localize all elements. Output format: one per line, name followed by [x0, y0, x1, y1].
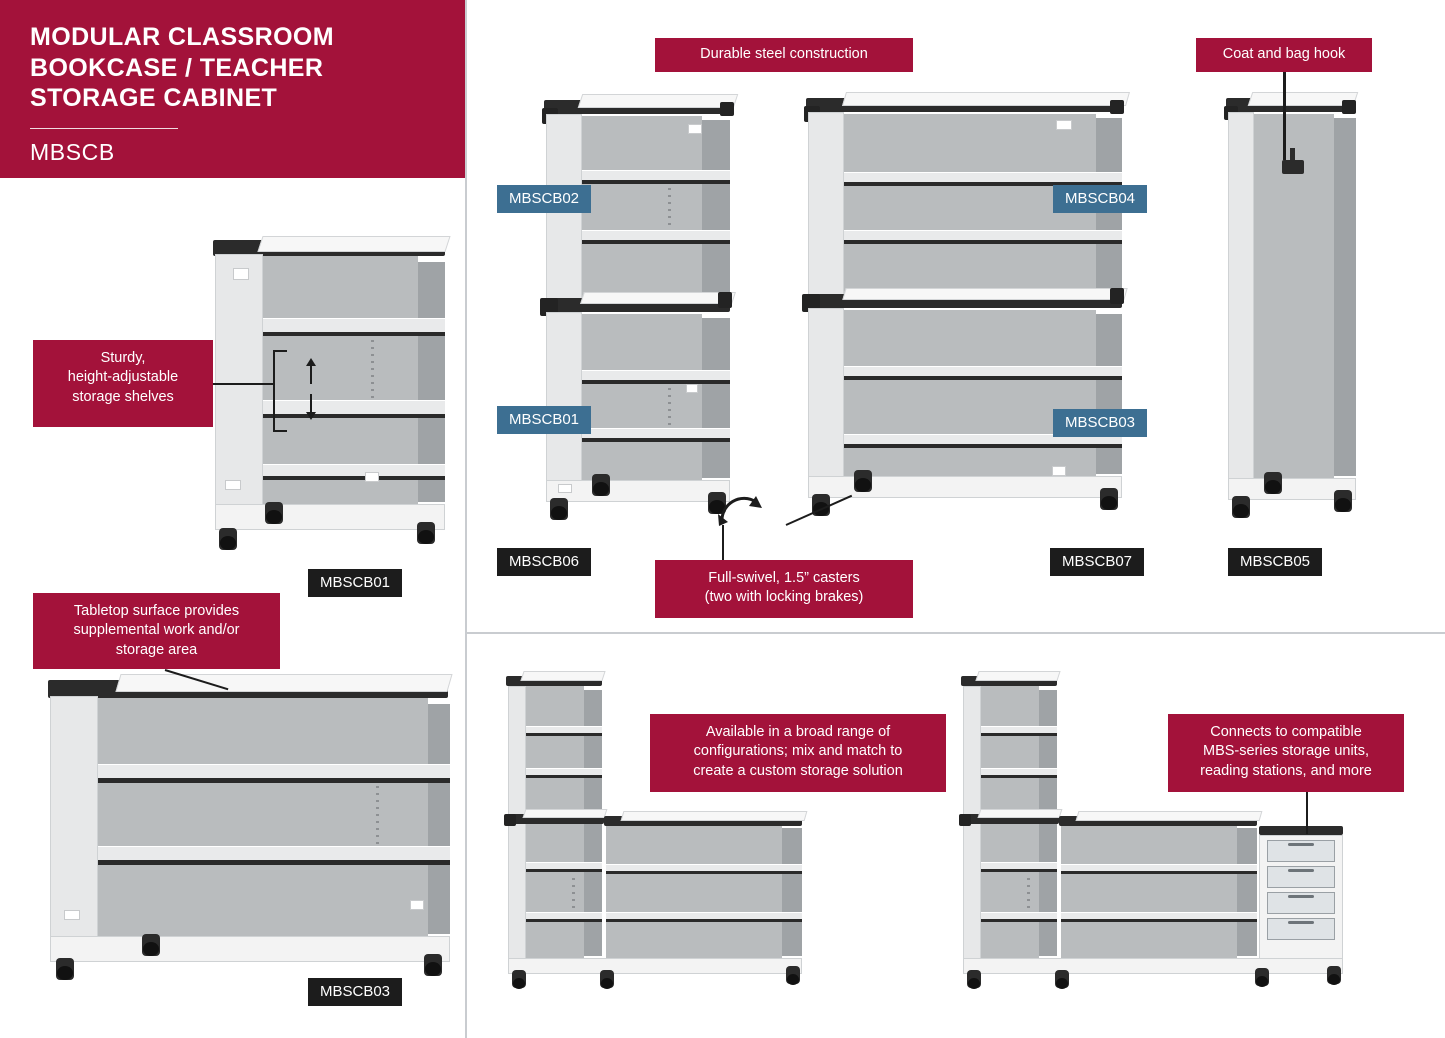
caster-left	[512, 970, 526, 988]
lower-interior	[582, 314, 702, 482]
tower-shelf-edge-1	[526, 733, 602, 736]
tower-shelf-3	[526, 862, 602, 869]
lower-interior-right	[1096, 314, 1122, 474]
shelf-lower	[263, 464, 445, 476]
tower-mid-surface	[978, 809, 1063, 818]
upper-interior-right	[702, 120, 730, 300]
lower-shelf-edge-2	[844, 444, 1122, 448]
callout-configurations-line3: create a custom storage solution	[693, 762, 903, 779]
caster-mid	[1055, 970, 1069, 988]
shelf-edge-upper	[98, 778, 450, 783]
coat-hook-bracket	[1282, 160, 1304, 174]
title-line-1: MODULAR CLASSROOM	[30, 23, 335, 51]
credenza-interior	[606, 826, 782, 958]
left-side-panel	[50, 696, 98, 946]
tower-shelf-edge-4	[526, 919, 602, 922]
callout-steel-construction	[655, 38, 913, 72]
shelf-edge-upper	[263, 332, 445, 336]
peg-hole-column	[371, 340, 374, 398]
lower-shelf-edge-1	[844, 376, 1122, 380]
callout-tabletop-line3: storage area	[115, 641, 198, 658]
tower-shelf-edge-2	[981, 775, 1057, 778]
upper-left-side-panel	[808, 112, 844, 300]
caster-left	[967, 970, 981, 988]
illustration-mbscb01-left	[205, 232, 455, 562]
credenza-shelf-edge-2	[606, 919, 802, 922]
shelf-upper	[98, 764, 450, 778]
shelf-upper	[263, 318, 445, 332]
tote-bin-3	[1267, 892, 1335, 914]
leader-line-coat-hook	[1283, 72, 1286, 160]
caster-rear-left	[265, 502, 283, 524]
sku-mbscb03: MBSCB03	[1053, 409, 1147, 437]
config-base	[508, 958, 802, 974]
caster-front-left	[1232, 496, 1250, 518]
upper-shelf-edge-2	[582, 240, 730, 244]
tabletop-surface	[257, 236, 450, 252]
sku-mbscb01: MBSCB01	[497, 406, 591, 434]
module-connector-surface	[580, 292, 736, 304]
sku-mbscb04: MBSCB04	[1053, 185, 1147, 213]
horizontal-divider	[467, 632, 1445, 634]
cabinet-base	[215, 504, 445, 530]
tower-shelf-edge-2	[526, 775, 602, 778]
shelf-edge-middle	[263, 414, 445, 418]
illustration-stack-mbscb07	[800, 88, 1130, 528]
upper-shelf-2	[844, 230, 1122, 240]
upper-shelf-edge-2	[844, 240, 1122, 244]
callout-shelves	[33, 340, 213, 427]
callout-tabletop-line2: supplemental work and/or	[73, 622, 240, 639]
lower-shelf-1	[582, 370, 730, 380]
tower-shelf-edge-1	[981, 733, 1057, 736]
tower-peg-column	[1027, 878, 1030, 910]
caster-right-inner	[1255, 968, 1269, 986]
callout-shelves-line3: storage shelves	[72, 388, 174, 405]
lower-shelf-1	[844, 366, 1122, 376]
page-title	[30, 22, 437, 114]
illustration-stack-mbscb06	[538, 92, 738, 532]
callout-configurations	[650, 714, 946, 792]
callout-casters-line1: Full-swivel, 1.5” casters	[708, 570, 860, 586]
credenza-shelf-1	[606, 864, 802, 871]
sku-mbscb01-left: MBSCB01	[308, 569, 402, 597]
caster-front-right	[424, 954, 442, 976]
lower-id-label	[1052, 466, 1066, 476]
left-side-panel	[1228, 112, 1254, 482]
id-label-side	[64, 910, 80, 920]
upper-shelf-1	[582, 170, 730, 180]
caster-rear-left	[854, 470, 872, 492]
lower-interior-right	[702, 318, 730, 478]
caster-front-left	[56, 958, 74, 980]
callout-steel-line1: Durable steel construction	[700, 46, 868, 62]
height-adjust-arrows	[300, 358, 322, 420]
cabinet-interior-right	[428, 704, 450, 934]
shelf-lower	[98, 846, 450, 860]
tower-shelf-3	[981, 862, 1057, 869]
tower-shelf-edge-3	[526, 869, 602, 872]
wardrobe-interior-right	[1334, 118, 1356, 476]
caster-mid	[600, 970, 614, 988]
tower-peg-column	[572, 878, 575, 910]
id-label-bottom	[365, 472, 379, 482]
upper-peg-column	[668, 188, 671, 228]
tower-shelf-2	[981, 768, 1057, 775]
tote-bin-1	[1267, 840, 1335, 862]
caster-right-outer	[1327, 966, 1341, 984]
caster-swivel-arrow	[716, 492, 762, 532]
tote-bin-4	[1267, 918, 1335, 940]
id-label-side	[225, 480, 241, 490]
lower-peg-column	[668, 388, 671, 426]
shelf-edge-lower	[263, 476, 445, 480]
callout-casters	[655, 560, 913, 618]
tower-shelf-1	[981, 726, 1057, 733]
tower-mid-bracket	[959, 814, 971, 826]
callout-compatible-line3: reading stations, and more	[1200, 762, 1372, 779]
title-line-3: STORAGE CABINET	[30, 84, 278, 112]
caster-front-left	[550, 498, 568, 520]
callout-compatible	[1168, 714, 1404, 792]
tote-bin-2	[1267, 866, 1335, 888]
lower-left-side-panel	[546, 312, 582, 484]
upper-id-label	[1056, 120, 1072, 130]
corner-bracket-top-right	[1110, 100, 1124, 114]
title-line-2: BOOKCASE / TEACHER	[30, 53, 324, 82]
sku-mbscb03-left: MBSCB03	[308, 978, 402, 1006]
peg-hole-column	[376, 786, 379, 844]
sku-mbscb06: MBSCB06	[497, 548, 591, 576]
tower-shelf-edge-3	[981, 869, 1057, 872]
sku-mbscb07: MBSCB07	[1050, 548, 1144, 576]
corner-bracket-top-right	[720, 102, 734, 116]
callout-tabletop-line1: Tabletop surface provides	[73, 603, 240, 619]
base-id-label	[558, 484, 572, 493]
upper-id-label	[688, 124, 702, 134]
id-label-top	[233, 268, 249, 280]
credenza-shelf-2	[606, 912, 802, 919]
upper-interior	[582, 116, 702, 302]
credenza-shelf-edge-1	[1061, 871, 1257, 874]
caster-front-right	[417, 522, 435, 544]
caster-front-left	[219, 528, 237, 550]
tower-mid-bracket	[504, 814, 516, 826]
callout-shelves-line2: height-adjustable	[67, 369, 179, 386]
title-divider	[30, 128, 178, 129]
sku-mbscb05: MBSCB05	[1228, 548, 1322, 576]
tower-top-surface	[975, 671, 1060, 681]
lower-shelf-2	[582, 428, 730, 438]
lower-id-label	[686, 384, 698, 393]
config-base	[963, 958, 1343, 974]
credenza-shelf-edge-2	[1061, 919, 1257, 922]
caster-rear-left	[1264, 472, 1282, 494]
lower-shelf-edge-2	[582, 438, 730, 442]
callout-coat-hook	[1196, 38, 1372, 72]
callout-shelves-line1: Sturdy,	[100, 350, 146, 366]
credenza-shelf-2	[1061, 912, 1257, 919]
shelf-middle	[263, 400, 445, 414]
credenza-top-surface	[1076, 811, 1263, 821]
callout-tabletop	[33, 593, 280, 669]
tower-top-surface	[520, 671, 605, 681]
callout-coat-hook-line1: Coat and bag hook	[1222, 46, 1346, 62]
lower-shelf-edge-1	[582, 380, 730, 384]
leader-line-compatible	[1306, 792, 1308, 834]
shelf-edge-lower	[98, 860, 450, 865]
illustration-mbscb03-left	[38, 668, 458, 988]
tower-shelf-1	[526, 726, 602, 733]
callout-configurations-line2: configurations; mix and match to	[693, 743, 903, 760]
tower-shelf-4	[526, 912, 602, 919]
caster-front-right	[1334, 490, 1352, 512]
upper-shelf-edge-1	[582, 180, 730, 184]
module-connector-surface	[842, 288, 1127, 300]
coat-hook-stem	[1290, 148, 1295, 162]
caster-right	[786, 966, 800, 984]
title-block	[0, 0, 465, 178]
tabletop-surface	[115, 674, 452, 692]
stack-base	[546, 480, 730, 502]
caster-rear-left	[592, 474, 610, 496]
cabinet-base	[50, 936, 450, 962]
credenza-interior-right	[1237, 828, 1257, 956]
corner-bracket-top-right	[1342, 100, 1356, 114]
tower-shelf-2	[526, 768, 602, 775]
callout-compatible-line1: Connects to compatible	[1210, 724, 1362, 740]
upper-shelf-2	[582, 230, 730, 240]
caster-front-right	[1100, 488, 1118, 510]
tower-mid-surface	[523, 809, 608, 818]
credenza-interior-right	[782, 828, 802, 956]
callout-casters-line2: (two with locking brakes)	[704, 589, 864, 606]
sku-mbscb02: MBSCB02	[497, 185, 591, 213]
top-surface	[842, 92, 1130, 106]
illustration-mbscb05	[1220, 88, 1360, 528]
id-label-interior	[410, 900, 424, 910]
callout-compatible-line2: MBS-series storage units,	[1202, 743, 1369, 760]
lower-left-side-panel	[808, 308, 844, 480]
credenza-shelf-edge-1	[606, 871, 802, 874]
credenza-interior	[1061, 826, 1237, 958]
credenza-shelf-1	[1061, 864, 1257, 871]
credenza-top-surface	[621, 811, 808, 821]
lower-interior	[844, 310, 1096, 478]
shelf-span-bracket	[273, 350, 287, 432]
tower-shelf-edge-4	[981, 919, 1057, 922]
tote-cart-top-cap	[1259, 826, 1343, 835]
connector-bracket-right	[718, 292, 732, 308]
callout-configurations-line1: Available in a broad range of	[705, 724, 891, 740]
product-code: MBSCB	[30, 138, 115, 165]
leader-line-shelves	[213, 383, 275, 385]
caster-rear-left	[142, 934, 160, 956]
tower-shelf-4	[981, 912, 1057, 919]
vertical-divider	[465, 0, 467, 1038]
top-surface	[578, 94, 739, 108]
connector-bracket-right	[1110, 288, 1124, 304]
upper-shelf-1	[844, 172, 1122, 182]
